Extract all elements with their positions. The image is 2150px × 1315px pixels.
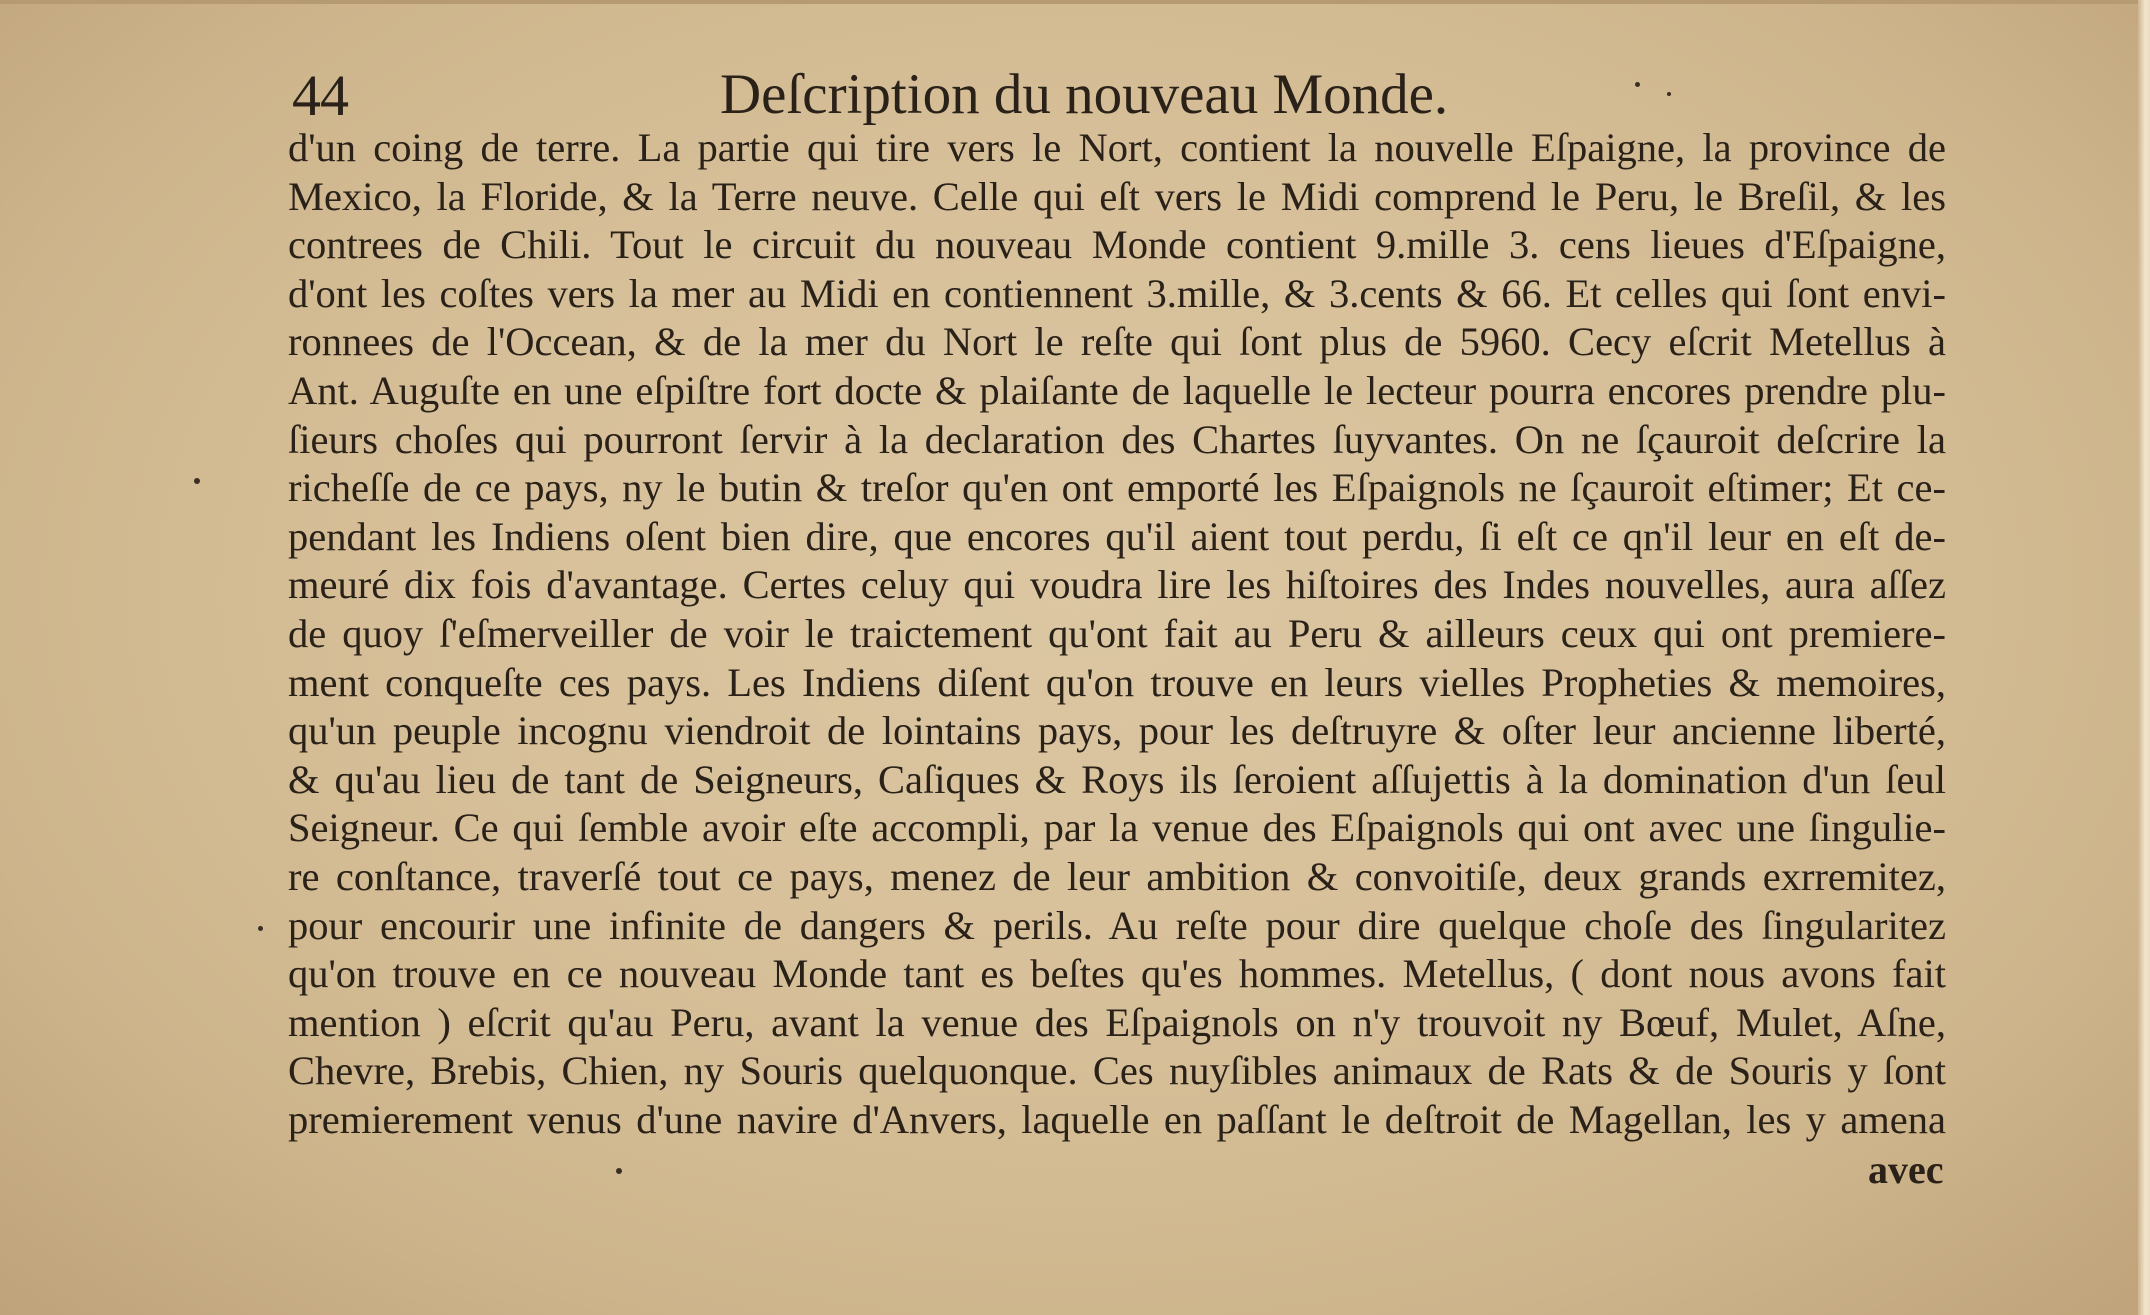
ink-speck xyxy=(1635,82,1640,87)
text-line-20: Chevre, Brebis, Chien, ny Souris quelquonque. Ces nuyſibles animaux de Rats & de Souris y ſont xyxy=(288,1048,1946,1094)
text-line-5: ronnees de l'Occean, & de la mer du Nort le reſte qui ſont plus de 5960. Cecy eſcrit Metellus à xyxy=(288,319,1946,365)
text-line-8: richeſſe de ce pays, ny le butin & treſor qu'en ont emporté les Eſpaignols ne ſçauroit eſtimer; Et ce- xyxy=(288,465,1946,511)
ink-speck xyxy=(194,478,200,484)
text-line-14: & qu'au lieu de tant de Seigneurs, Caſiques & Roys ils ſeroient aſſujettis à la domination d'un ſeul xyxy=(288,756,1946,802)
text-line-4: d'ont les coſtes vers la mer au Midi en contiennent 3.mille, & 3.cents & 66. Et celles qui ſont envi- xyxy=(288,270,1946,316)
text-line-16: re conſtance, traverſé tout ce pays, menez de leur ambition & convoitiſe, deux grands exrremitez, xyxy=(288,853,1946,899)
text-line-19: mention ) eſcrit qu'au Peru, avant la venue des Eſpaignols on n'y trouvoit ny Bœuf, Mulet, Aſne, xyxy=(288,999,1946,1045)
text-line-3: contrees de Chili. Tout le circuit du nouveau Monde contient 9.mille 3. cens lieues d'Eſpaigne, xyxy=(288,222,1946,268)
page-right-edge xyxy=(2138,0,2150,1315)
text-line-6: Ant. Auguſte en une eſpiſtre fort docte & plaiſante de laquelle le lecteur pourra encores prendre plu- xyxy=(288,367,1946,413)
ink-speck xyxy=(1667,92,1671,96)
text-line-21: premierement venus d'une navire d'Anvers, laquelle en paſſant le deſtroit de Magellan, les y amena xyxy=(288,1096,1946,1142)
text-line-13: qu'un peuple incognu viendroit de lointains pays, pour les deſtruyre & oſter leur ancienne liberté, xyxy=(288,708,1946,754)
text-line-10: meuré dix fois d'avantage. Certes celuy qui voudra lire les hiſtoires des Indes nouvelles, aura aſſez xyxy=(288,562,1946,608)
page-number: 44 xyxy=(292,63,348,128)
ink-speck xyxy=(616,1168,622,1174)
ink-speck xyxy=(258,926,263,931)
running-title: Deſcription du nouveau Monde. xyxy=(720,63,1449,126)
text-line-7: ſieurs choſes qui pourront ſervir à la declaration des Chartes ſuyvantes. On ne ſçauroit deſcrire la xyxy=(288,416,1946,462)
page-top-edge xyxy=(0,0,2150,4)
text-line-1: d'un coing de terre. La partie qui tire vers le Nort, contient la nouvelle Eſpaigne, la province de xyxy=(288,125,1946,170)
body-text xyxy=(288,124,1946,1144)
text-line-15: Seigneur. Ce qui ſemble avoir eſte accompli, par la venue des Eſpaignols qui ont avec une ſingulie- xyxy=(288,805,1946,851)
text-line-9: pendant les Indiens oſent bien dire, que encores qu'il aient tout perdu, ſi eſt ce qn'il leur en eſt de- xyxy=(288,513,1946,559)
text-line-2: Mexico, la Floride, & la Terre neuve. Celle qui eſt vers le Midi comprend le Peru, le Breſil, & les xyxy=(288,173,1946,219)
text-line-11: de quoy ſ'eſmerveiller de voir le traictement qu'ont fait au Peru & ailleurs ceux qui ont premiere- xyxy=(288,610,1946,656)
text-line-18: qu'on trouve en ce nouveau Monde tant es beſtes qu'es hommes. Metellus, ( dont nous avons fait xyxy=(288,951,1946,997)
catchword: avec xyxy=(1868,1147,1944,1192)
text-line-17: pour encourir une infinite de dangers & perils. Au reſte pour dire quelque choſe des ſingularitez xyxy=(288,902,1946,948)
text-line-12: ment conqueſte ces pays. Les Indiens diſent qu'on trouve en leurs vielles Propheties & memoires, xyxy=(288,659,1946,705)
